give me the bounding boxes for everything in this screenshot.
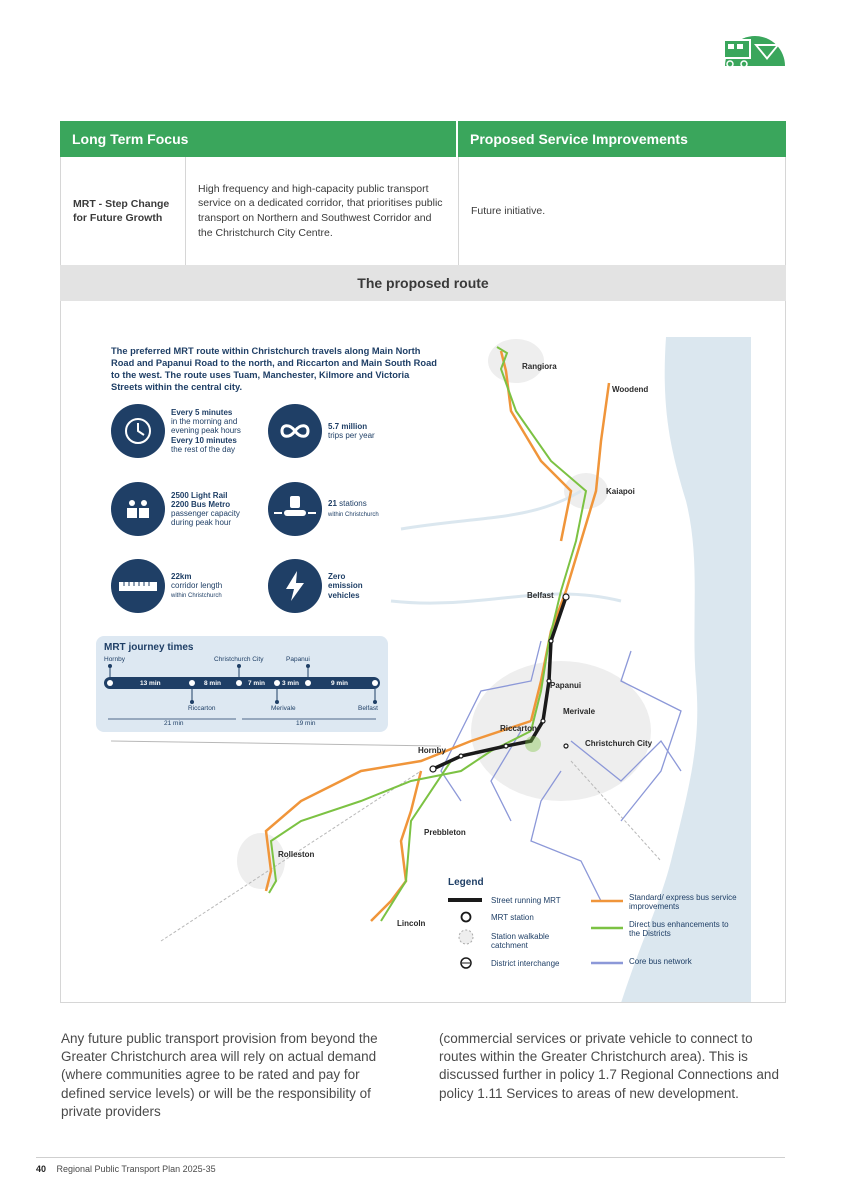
stat-frequency-line2: in the morning and (171, 417, 238, 427)
stat-capacity-line1: 2500 Light Rail (171, 490, 228, 500)
place-lincoln: Lincoln (397, 919, 426, 928)
legend-standard-express-bus: Standard/ express bus service improvements (629, 893, 737, 912)
legend-district-interchange: District interchange (491, 959, 560, 968)
place-kaiapoi: Kaiapoi (606, 487, 635, 496)
journey-stop-christchurch-city: Christchurch City (214, 656, 264, 663)
journey-title: MRT journey times (104, 642, 194, 653)
stat-trips-line1: 5.7 million (328, 421, 368, 431)
stat-length-line2: corridor length (171, 581, 223, 591)
lightning-icon (268, 559, 322, 613)
route-heading: The proposed route (60, 265, 786, 301)
stat-length-line3: within Christchurch (171, 593, 222, 600)
footer (36, 1164, 216, 1174)
legend-street-running-mrt: Street running MRT (491, 896, 561, 905)
body-text-column-1: Any future public transport provision from beyond the Greater Christchurch area will rely on actual demand (where communities agree to be rated and pay for defined service levels) or will be the responsibility of private providers (61, 1031, 378, 1119)
legend-core-bus-network: Core bus network (629, 957, 692, 966)
place-rangiora: Rangiora (522, 362, 557, 371)
journey-segment-4: 3 min (282, 680, 299, 687)
footer-title: Regional Public Transport Plan 2025-35 (56, 1164, 216, 1174)
clock-icon (111, 404, 165, 458)
row-description: High frequency and high-capacity public transport service on a dedicated corridor, that prioritises public transport on Northern and Southwest Corridor and the Christchurch City Centre. (186, 157, 459, 265)
journey-stop-papanui: Papanui (286, 656, 310, 663)
stat-capacity-line4: during peak hour (171, 518, 232, 528)
map-legend (448, 877, 738, 977)
passengers-icon (111, 482, 165, 536)
place-rolleston: Rolleston (278, 850, 315, 859)
place-hornby: Hornby (418, 746, 446, 755)
journey-times-panel (96, 636, 388, 732)
body-text-column-2: (commercial services or private vehicle to connect to routes within the Greater Christchurch area). This is discussed further in policy 1.7 Regional Connections and policy 1.11 Services to areas of new development. (439, 1031, 779, 1101)
journey-segment-2: 8 min (204, 680, 221, 687)
stat-stations-line1: 21 (328, 499, 337, 509)
route-intro: The preferred MRT route within Christchurch travels along Main North Road and Papanui Road to the north, and Riccarton and Main South Road to the west. The route uses Tuam, Manchester, Kilmore and Victoria Streets within the central city. (111, 346, 437, 393)
place-merivale: Merivale (563, 707, 596, 716)
journey-stop-riccarton: Riccarton (188, 705, 216, 712)
stat-frequency (111, 404, 241, 458)
journey-total-right: 19 min (296, 720, 316, 727)
journey-stop-belfast: Belfast (358, 705, 378, 712)
transport-logo-icon (720, 26, 790, 70)
route-map (60, 301, 786, 1003)
row-improvement: Future initiative. (471, 205, 546, 217)
journey-segment-5: 9 min (331, 680, 348, 687)
table-row (60, 157, 786, 265)
stat-emission-line3: vehicles (328, 590, 360, 600)
header-proposed-improvements: Proposed Service Improvements (470, 131, 688, 147)
stat-capacity (111, 482, 240, 536)
header-long-term-focus: Long Term Focus (60, 121, 458, 157)
ruler-icon (111, 559, 165, 613)
place-christchurch-city: Christchurch City (585, 739, 653, 748)
stat-frequency-line3: evening peak hours (171, 426, 241, 436)
journey-total-left: 21 min (164, 720, 184, 727)
stat-length (111, 559, 222, 613)
stat-frequency-line1: Every 5 minutes (171, 408, 233, 418)
stat-frequency-line5: the rest of the day (171, 444, 236, 454)
stat-stations-line3: within Christchurch (328, 511, 379, 518)
stat-emission-line2: emission (328, 581, 363, 591)
legend-walkable-catchment: Station walkable catchment (491, 932, 550, 951)
service-table (60, 121, 786, 1003)
stat-capacity-line2: 2200 Bus Metro (171, 499, 231, 509)
stat-emission (268, 559, 363, 613)
journey-segment-1: 13 min (140, 680, 161, 687)
place-woodend: Woodend (612, 385, 649, 394)
page-number: 40 (36, 1164, 47, 1174)
stat-trips (268, 404, 375, 458)
stat-stations-line2: stations (339, 499, 367, 509)
place-riccarton: Riccarton (500, 724, 537, 733)
journey-segment-3: 7 min (248, 680, 265, 687)
footer-divider (36, 1157, 785, 1158)
place-papanui: Papanui (550, 681, 582, 690)
row-title: MRT - Step Change for Future Growth (61, 157, 186, 265)
stat-frequency-line4: Every 10 minutes (171, 435, 237, 445)
place-belfast: Belfast (527, 591, 554, 600)
stat-length-line1: 22km (171, 571, 192, 581)
infinity-icon (268, 404, 322, 458)
place-prebbleton: Prebbleton (424, 828, 466, 837)
stat-capacity-line3: passenger capacity (171, 509, 240, 518)
legend-mrt-station: MRT station (491, 913, 534, 922)
stat-trips-line2: trips per year (328, 431, 375, 440)
journey-stop-merivale: Merivale (271, 705, 296, 712)
station-icon (268, 482, 322, 536)
stat-emission-line1: Zero (328, 572, 346, 582)
legend-title: Legend (448, 877, 484, 888)
journey-stop-hornby: Hornby (104, 656, 125, 663)
stat-stations (268, 482, 379, 536)
legend-direct-bus: Direct bus enhancements to the Districts (629, 920, 729, 939)
table-header (60, 121, 786, 157)
